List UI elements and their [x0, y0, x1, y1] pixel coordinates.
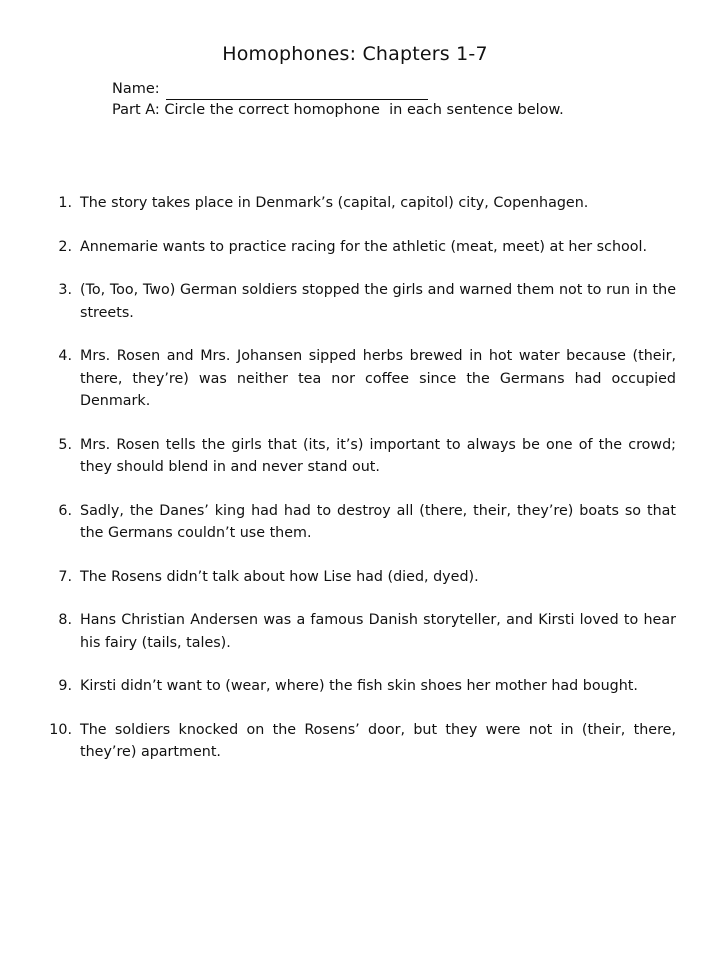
question-item: [34, 236, 676, 259]
question-number: 2.: [58, 238, 72, 255]
question-number: 4.: [58, 348, 72, 364]
question-list: [34, 192, 676, 785]
question-item: [34, 609, 676, 654]
question-item: [34, 566, 676, 589]
question-text: Sadly, the Danes’ king had had to destroy all (there, their, they’re) boats so that the Germans couldn’t use them.: [80, 502, 676, 541]
worksheet-title: Homophones: Chapters 1-7: [222, 43, 488, 65]
worksheet-header: [112, 79, 564, 121]
question-item: [34, 719, 676, 764]
question-item: [34, 500, 676, 545]
question-text: The soldiers knocked on the Rosens’ door, but they were not in (their, there, they’re) apartment.: [80, 721, 676, 760]
question-number: 7.: [58, 568, 72, 585]
question-text: Kirsti didn’t want to (wear, where) the fish skin shoes her mother had bought.: [80, 678, 638, 694]
question-text: (To, Too, Two) German soldiers stopped the girls and warned them not to run in the streets.: [80, 282, 676, 321]
question-number: 10.: [49, 721, 72, 738]
name-blank-line: [166, 83, 428, 100]
question-text: Hans Christian Andersen was a famous Danish storyteller, and Kirsti loved to hear his fairy (tails, tales).: [80, 612, 676, 651]
question-text: Annemarie wants to practice racing for the athletic (meat, meet) at her school.: [80, 238, 648, 255]
name-label: Name:: [112, 81, 160, 97]
question-number: 8.: [58, 612, 72, 628]
question-number: 9.: [58, 678, 72, 694]
question-number: 5.: [58, 436, 72, 453]
question-text: The Rosens didn’t talk about how Lise had (died, dyed).: [80, 568, 479, 585]
instructions: Part A: Circle the correct homophone in each sentence below.: [112, 102, 564, 118]
question-number: 6.: [58, 502, 72, 519]
question-text: Mrs. Rosen tells the girls that (its, it’s) important to always be one of the crowd; they should blend in and never stand out.: [80, 436, 676, 475]
question-item: [34, 279, 676, 324]
question-number: 3.: [58, 282, 72, 298]
question-item: [34, 345, 676, 413]
question-item: [34, 675, 676, 698]
question-number: 1.: [58, 195, 72, 211]
name-line: [112, 79, 564, 100]
question-text: The story takes place in Denmark’s (capital, capitol) city, Copenhagen.: [80, 195, 589, 211]
question-text: Mrs. Rosen and Mrs. Johansen sipped herbs brewed in hot water because (their, there, they’re) was neither tea nor coffee since the Germans had occupied Denmark.: [80, 348, 676, 409]
question-item: [34, 192, 676, 215]
question-item: [34, 434, 676, 479]
